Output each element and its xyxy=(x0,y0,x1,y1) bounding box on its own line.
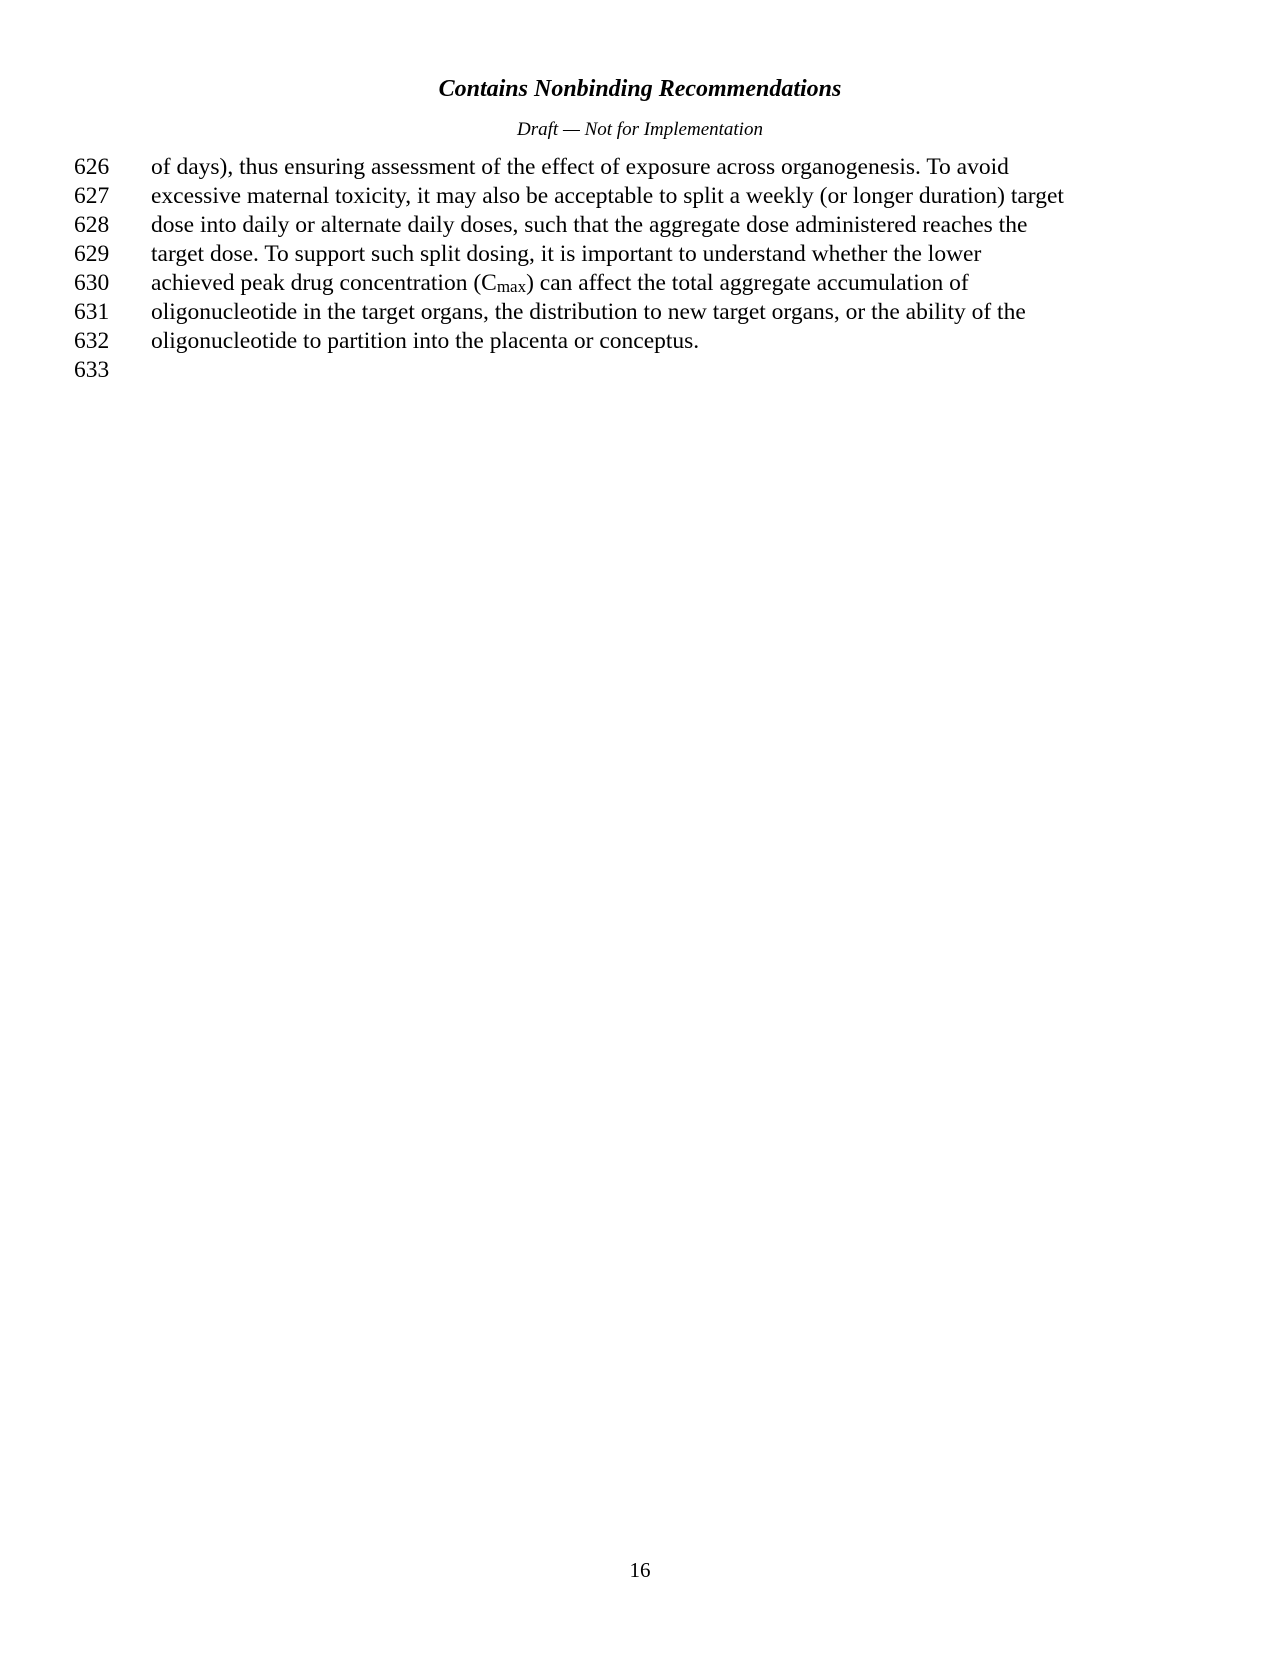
line-text: oligonucleotide to partition into the placenta or conceptus. xyxy=(151,328,700,354)
line-number: 627 xyxy=(74,183,110,209)
line-number: 628 xyxy=(74,212,110,238)
line-text: target dose. To support such split dosing, it is important to understand whether the lower xyxy=(151,241,982,267)
line-number: 631 xyxy=(74,299,110,325)
line-628 xyxy=(0,211,1280,240)
line-text-after: ) can affect the total aggregate accumulation of xyxy=(526,270,969,296)
line-text: of days), thus ensuring assessment of the effect of exposure across organogenesis. To avoid xyxy=(151,154,1009,180)
header-title: Contains Nonbinding Recommendations xyxy=(438,76,842,102)
line-text: dose into daily or alternate daily doses, such that the aggregate dose administered reaches the xyxy=(151,212,1028,238)
header-subtitle: Draft — Not for Implementation xyxy=(517,119,763,140)
line-626 xyxy=(0,153,1280,182)
line-630 xyxy=(0,269,1280,298)
line-633 xyxy=(0,356,1280,385)
line-text: excessive maternal toxicity, it may also be acceptable to split a weekly (or longer duration) target xyxy=(151,183,1064,209)
line-text: oligonucleotide in the target organs, the distribution to new target organs, or the ability of the xyxy=(151,299,1026,325)
line-632 xyxy=(0,327,1280,356)
line-number: 626 xyxy=(74,154,110,180)
line-631 xyxy=(0,298,1280,327)
cmax-subscript: max xyxy=(496,277,527,296)
line-number: 632 xyxy=(74,328,110,354)
document-body xyxy=(0,153,1280,385)
line-text xyxy=(151,269,969,298)
line-text-before: achieved peak drug concentration (C xyxy=(151,270,497,296)
line-629 xyxy=(0,240,1280,269)
line-number: 629 xyxy=(74,241,110,267)
line-number: 633 xyxy=(74,357,110,383)
page-number: 16 xyxy=(629,1558,651,1582)
line-number: 630 xyxy=(74,270,110,296)
line-627 xyxy=(0,182,1280,211)
